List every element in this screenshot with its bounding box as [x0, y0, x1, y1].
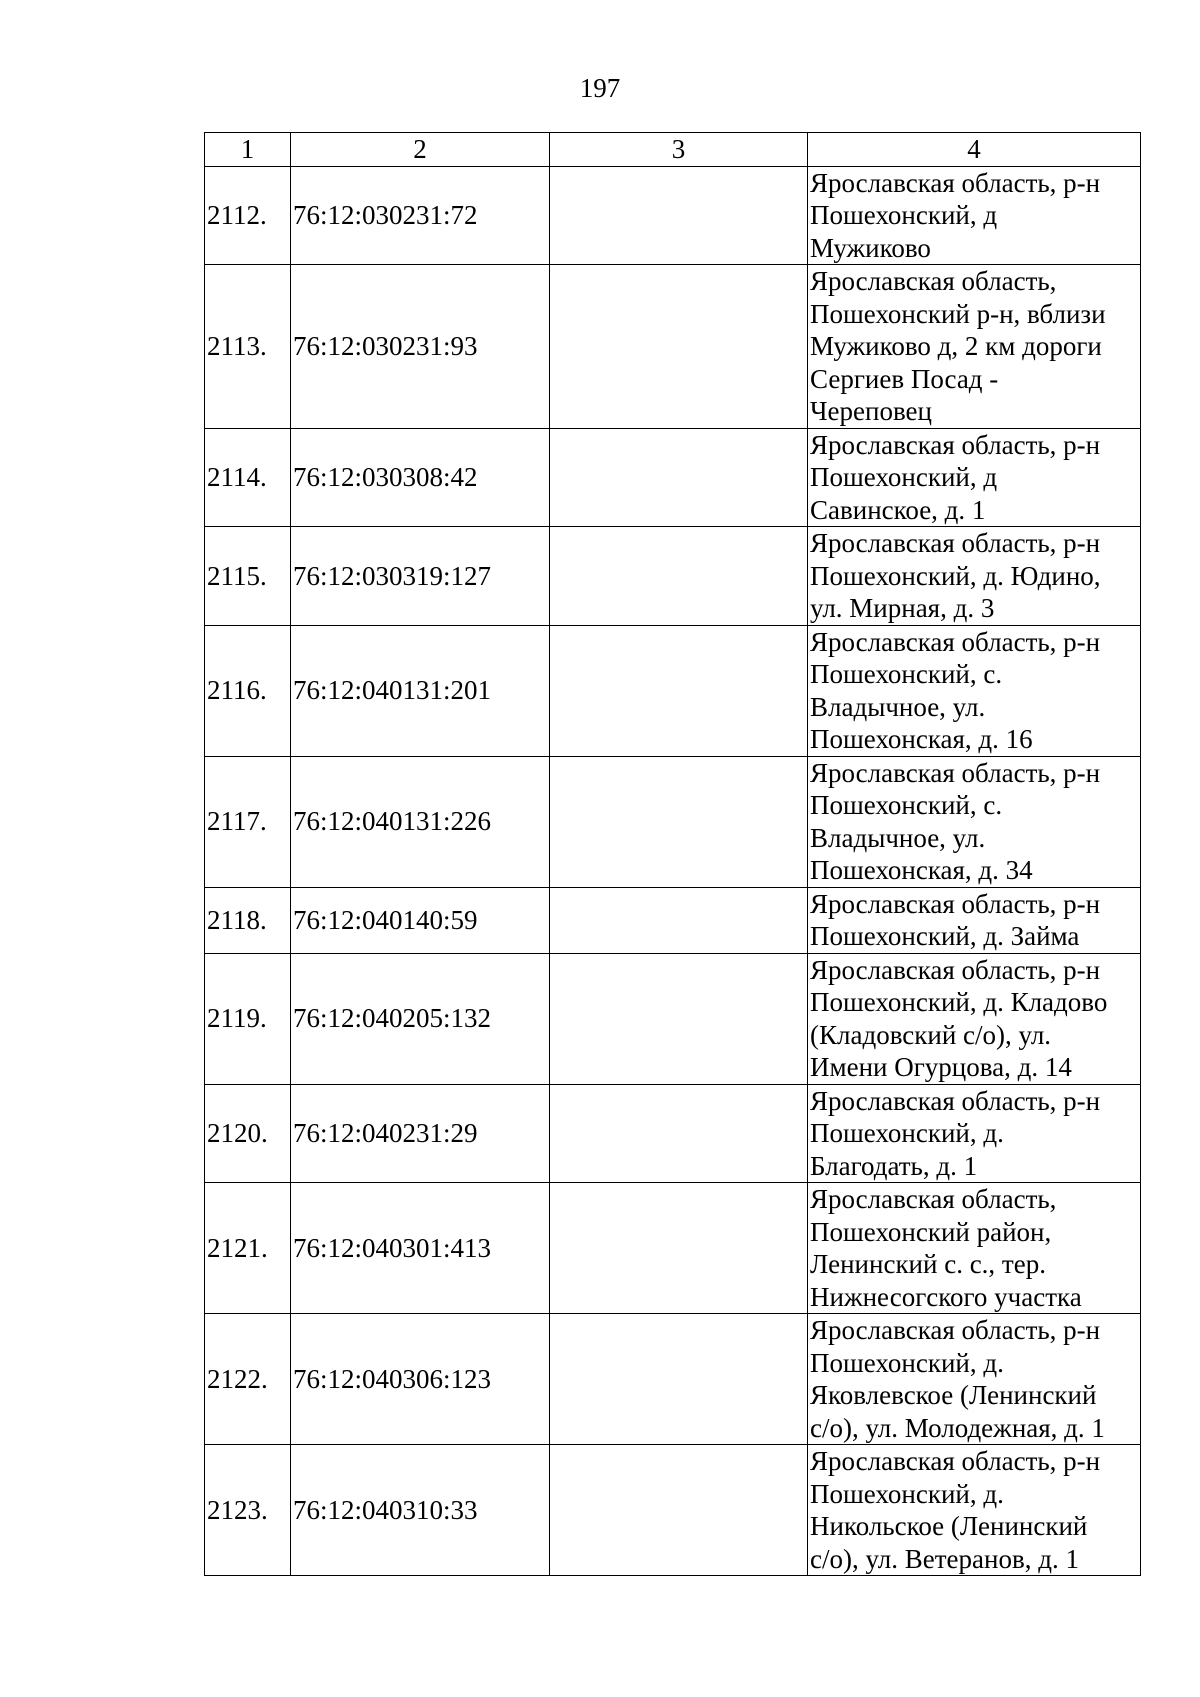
- address: Ярославская область, р-н Пошехонский, д. Благодать, д. 1: [808, 1084, 1141, 1183]
- registry-table: [204, 132, 1141, 1576]
- cadastral-number: 76:12:030319:127: [291, 527, 550, 626]
- table-header-row: [205, 133, 1141, 167]
- cadastral-number: 76:12:030231:72: [291, 166, 550, 265]
- table-row: [205, 1445, 1141, 1576]
- page-number: 197: [579, 73, 621, 103]
- table-row: [205, 887, 1141, 953]
- row-number: 2112.: [205, 166, 291, 265]
- table-row: [205, 1183, 1141, 1314]
- header-cell-1: 1: [205, 133, 291, 167]
- address: Ярославская область, Пошехонский район, Ленинский с. с., тер. Нижнесогского участка: [808, 1183, 1141, 1314]
- row-number: 2122.: [205, 1314, 291, 1445]
- table-row: [205, 625, 1141, 756]
- cadastral-number: 76:12:040131:201: [291, 625, 550, 756]
- table-row: [205, 1314, 1141, 1445]
- table-row: [205, 265, 1141, 429]
- address: Ярославская область, р-н Пошехонский, д. Займа: [808, 887, 1141, 953]
- row-number: 2119.: [205, 953, 291, 1084]
- address: Ярославская область, р-н Пошехонский, с. Владычное, ул. Пошехонская, д. 34: [808, 756, 1141, 887]
- row-number: 2115.: [205, 527, 291, 626]
- table-row: [205, 166, 1141, 265]
- table-row: [205, 1084, 1141, 1183]
- row-number: 2121.: [205, 1183, 291, 1314]
- empty-cell: [550, 887, 808, 953]
- empty-cell: [550, 625, 808, 756]
- empty-cell: [550, 953, 808, 1084]
- table-row: [205, 428, 1141, 527]
- address: Ярославская область, р-н Пошехонский, д Мужиково: [808, 166, 1141, 265]
- empty-cell: [550, 1445, 808, 1576]
- address: Ярославская область, Пошехонский р-н, вблизи Мужиково д, 2 км дороги Сергиев Посад - Череповец: [808, 265, 1141, 429]
- empty-cell: [550, 428, 808, 527]
- cadastral-number: 76:12:040306:123: [291, 1314, 550, 1445]
- address: Ярославская область, р-н Пошехонский, с. Владычное, ул. Пошехонская, д. 16: [808, 625, 1141, 756]
- header-cell-3: 3: [550, 133, 808, 167]
- table-row: [205, 953, 1141, 1084]
- table-row: [205, 527, 1141, 626]
- cadastral-number: 76:12:030231:93: [291, 265, 550, 429]
- table-row: [205, 756, 1141, 887]
- cadastral-number: 76:12:040140:59: [291, 887, 550, 953]
- empty-cell: [550, 527, 808, 626]
- empty-cell: [550, 1084, 808, 1183]
- header-cell-2: 2: [291, 133, 550, 167]
- header-cell-4: 4: [808, 133, 1141, 167]
- cadastral-number: 76:12:040131:226: [291, 756, 550, 887]
- address: Ярославская область, р-н Пошехонский, д Савинское, д. 1: [808, 428, 1141, 527]
- address: Ярославская область, р-н Пошехонский, д. Кладово (Кладовский с/о), ул. Имени Огурцова, д. 14: [808, 953, 1141, 1084]
- row-number: 2116.: [205, 625, 291, 756]
- address: Ярославская область, р-н Пошехонский, д. Яковлевское (Ленинский с/о), ул. Молодежная, д. 1: [808, 1314, 1141, 1445]
- cadastral-number: 76:12:040231:29: [291, 1084, 550, 1183]
- empty-cell: [550, 756, 808, 887]
- row-number: 2117.: [205, 756, 291, 887]
- empty-cell: [550, 1183, 808, 1314]
- empty-cell: [550, 265, 808, 429]
- empty-cell: [550, 166, 808, 265]
- row-number: 2114.: [205, 428, 291, 527]
- row-number: 2123.: [205, 1445, 291, 1576]
- row-number: 2113.: [205, 265, 291, 429]
- cadastral-number: 76:12:040301:413: [291, 1183, 550, 1314]
- row-number: 2120.: [205, 1084, 291, 1183]
- cadastral-number: 76:12:030308:42: [291, 428, 550, 527]
- address: Ярославская область, р-н Пошехонский, д. Юдино, ул. Мирная, д. 3: [808, 527, 1141, 626]
- address: Ярославская область, р-н Пошехонский, д. Никольское (Ленинский с/о), ул. Ветеранов, д. 1: [808, 1445, 1141, 1576]
- empty-cell: [550, 1314, 808, 1445]
- cadastral-number: 76:12:040310:33: [291, 1445, 550, 1576]
- row-number: 2118.: [205, 887, 291, 953]
- cadastral-number: 76:12:040205:132: [291, 953, 550, 1084]
